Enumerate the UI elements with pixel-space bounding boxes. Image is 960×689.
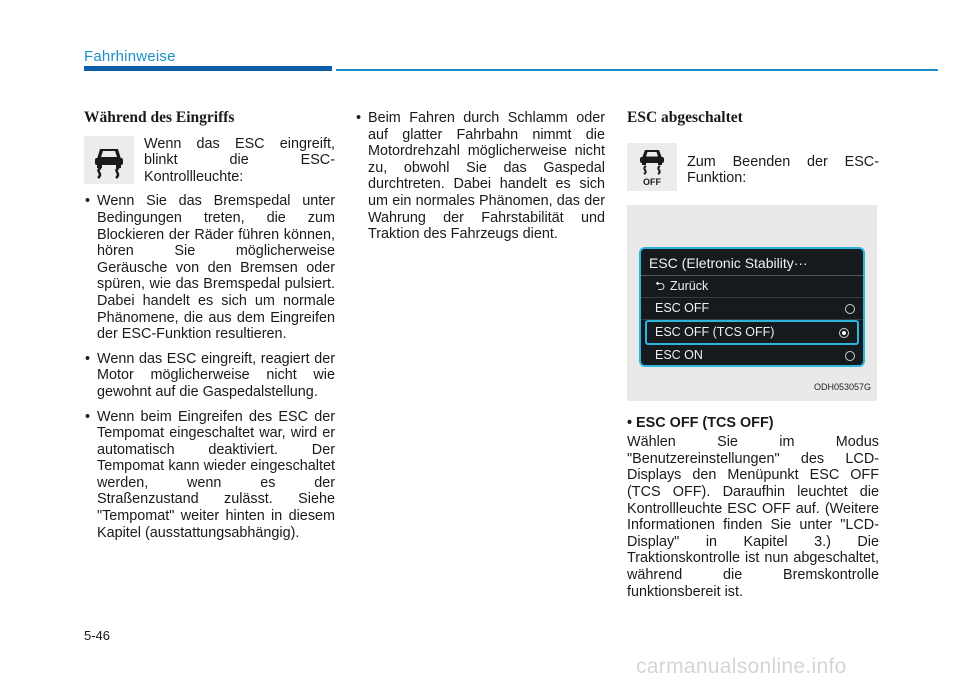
column-middle	[355, 110, 605, 251]
radio-selected-icon	[839, 328, 849, 338]
watermark: carmanualsonline.info	[636, 655, 847, 678]
esc-indicator-row	[84, 136, 335, 186]
column-left	[84, 110, 335, 549]
lcd-back-label-wrap	[655, 276, 708, 297]
heading-during-intervention: Während des Eingriffs	[84, 109, 235, 126]
column-right	[627, 110, 879, 600]
lcd-screen-figure	[627, 205, 877, 401]
esc-off-icon-label: OFF	[643, 176, 661, 187]
lcd-back-item[interactable]	[641, 276, 863, 298]
intervention-bullets	[84, 193, 335, 541]
page-number: 5-46	[84, 628, 111, 643]
esc-off-tcs-off-paragraph: Wählen Sie im Modus "Benutzereinstellungen" des LCD-Displays den Menüpunkt ESC OFF (TCS OFF). Daraufhin leuchtet die Kontrollleuchte ESC OFF auf. (Weitere Informationen finden Sie unter "LCD-Display" in Kapitel 3.) Die Traktionskontrolle ist nun abgeschaltet, während die Bremskontrolle funktionsbereit ist.	[627, 434, 879, 600]
heading-esc-off: ESC abgeschaltet	[627, 109, 743, 126]
back-arrow-icon: ⮌	[655, 279, 666, 294]
lcd-option-label: ESC OFF	[655, 301, 710, 316]
esc-off-indicator-row	[627, 143, 879, 191]
image-code: ODH053057G	[813, 382, 871, 392]
lcd-option-label: ESC OFF (TCS OFF)	[655, 325, 775, 340]
esc-warning-light-icon	[84, 136, 134, 184]
section-title: Fahrhinweise	[84, 48, 176, 65]
radio-icon	[845, 351, 855, 361]
list-item: • Wenn Sie das Bremspedal unter Bedingungen treten, die zum Blockieren der Räder führen können, hören Sie möglicherweise Geräusche von den Bremsen oder spüren, wie das Bremspedal pulsiert. Dabei handelt es sich um normale Phänomene, die aus dem Eingreifen der ESC-Funktion resultieren.	[84, 193, 335, 342]
list-item: • Beim Fahren durch Schlamm oder auf glatter Fahrbahn nimmt die Motordrehzahl möglicherweise nicht zu, obwohl Sie das Gaspedal durchtreten. Dabei handelt es sich um ein normales Phänomen, das der Wahrung der Fahrstabilität und Traktion des Fahrzeugs dient.	[355, 110, 605, 243]
header-rule-light	[336, 69, 938, 71]
esc-off-indicator-text: Zum Beenden der ESC-Funktion:	[687, 153, 879, 187]
lcd-option-esc-off[interactable]	[641, 298, 863, 320]
list-item: • Wenn beim Eingreifen des ESC der Tempomat eingeschaltet war, wird er automatisch deaktiviert. Der Tempomat kann wieder eingeschaltet werden, wenn es der Straßenzustand zulässt. Siehe "Tempomat" weiter hinten in diesem Kapitel (ausstattungsabhängig).	[84, 409, 335, 542]
list-item: • Wenn das ESC eingreift, reagiert der Motor möglicherweise nicht wie gewohnt auf die Gaspedalstellung.	[84, 351, 335, 401]
radio-icon	[845, 304, 855, 314]
lcd-back-label: Zurück	[670, 279, 709, 294]
lcd-option-esc-on[interactable]	[641, 345, 863, 366]
esc-indicator-text: Wenn das ESC eingreift, blinkt die ESC-Kontrollleuchte:	[144, 135, 335, 185]
lcd-option-label: ESC ON	[655, 348, 703, 363]
lcd-display	[639, 247, 865, 367]
mud-driving-bullets	[355, 110, 605, 243]
lcd-menu-title: ESC (Eletronic Stability···	[641, 249, 863, 277]
esc-off-tcs-off-subheading: • ESC OFF (TCS OFF)	[627, 414, 774, 431]
header-rule-dark	[84, 66, 332, 71]
lcd-option-esc-off-tcs-off[interactable]	[645, 320, 859, 345]
esc-off-warning-light-icon	[627, 143, 677, 191]
